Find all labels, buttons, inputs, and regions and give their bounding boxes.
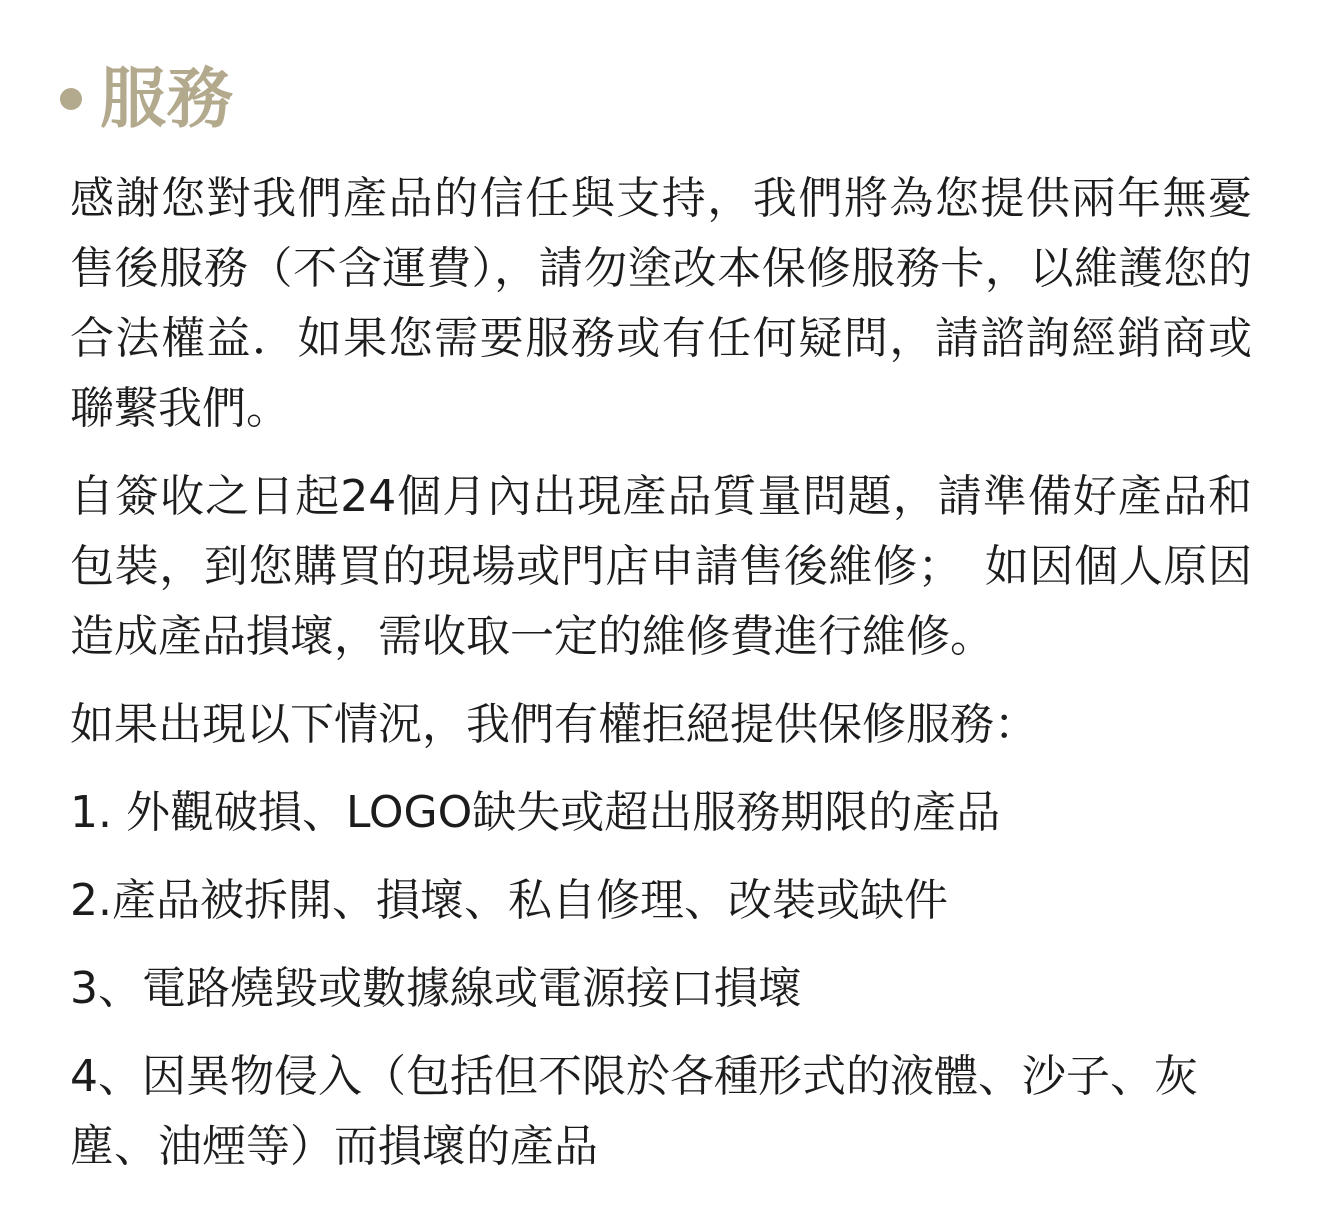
warranty-period-paragraph: 自簽收之日起24個月內出現產品質量問題，請準備好產品和包裝，到您購買的現場或門店申請售後維修； 如因個人原因造成產品損壞，需收取一定的維修費進行維修。 — [70, 471, 1252, 662]
section-title: 服務 — [100, 60, 234, 137]
service-section — [60, 56, 1260, 1182]
refusal-conditions-list — [70, 778, 1252, 1182]
section-heading — [60, 56, 1260, 142]
warranty-intro-paragraph: 感謝您對我們產品的信任與支持，我們將為您提供兩年無憂售後服務（不含運費），請勿塗改本保修服務卡，以維護您的合法權益．如果您需要服務或有任何疑問，請諮詢經銷商或聯繫我們。 — [70, 173, 1252, 434]
list-item: 2.產品被拆開、損壞、私自修理、改裝或缺件 — [70, 875, 948, 926]
list-item: 3、電路燒毀或數據線或電源接口損壞 — [70, 963, 802, 1014]
list-item: 4、因異物侵入（包括但不限於各種形式的液體、沙子、灰塵、油煙等）而損壞的產品 — [70, 1051, 1198, 1172]
refusal-intro-paragraph: 如果出現以下情況，我們有權拒絕提供保修服務： — [70, 699, 1038, 750]
bullet-dot-icon — [60, 88, 82, 110]
list-item: 1. 外觀破損、LOGO缺失或超出服務期限的產品 — [70, 787, 1001, 838]
section-content — [60, 164, 1252, 1182]
